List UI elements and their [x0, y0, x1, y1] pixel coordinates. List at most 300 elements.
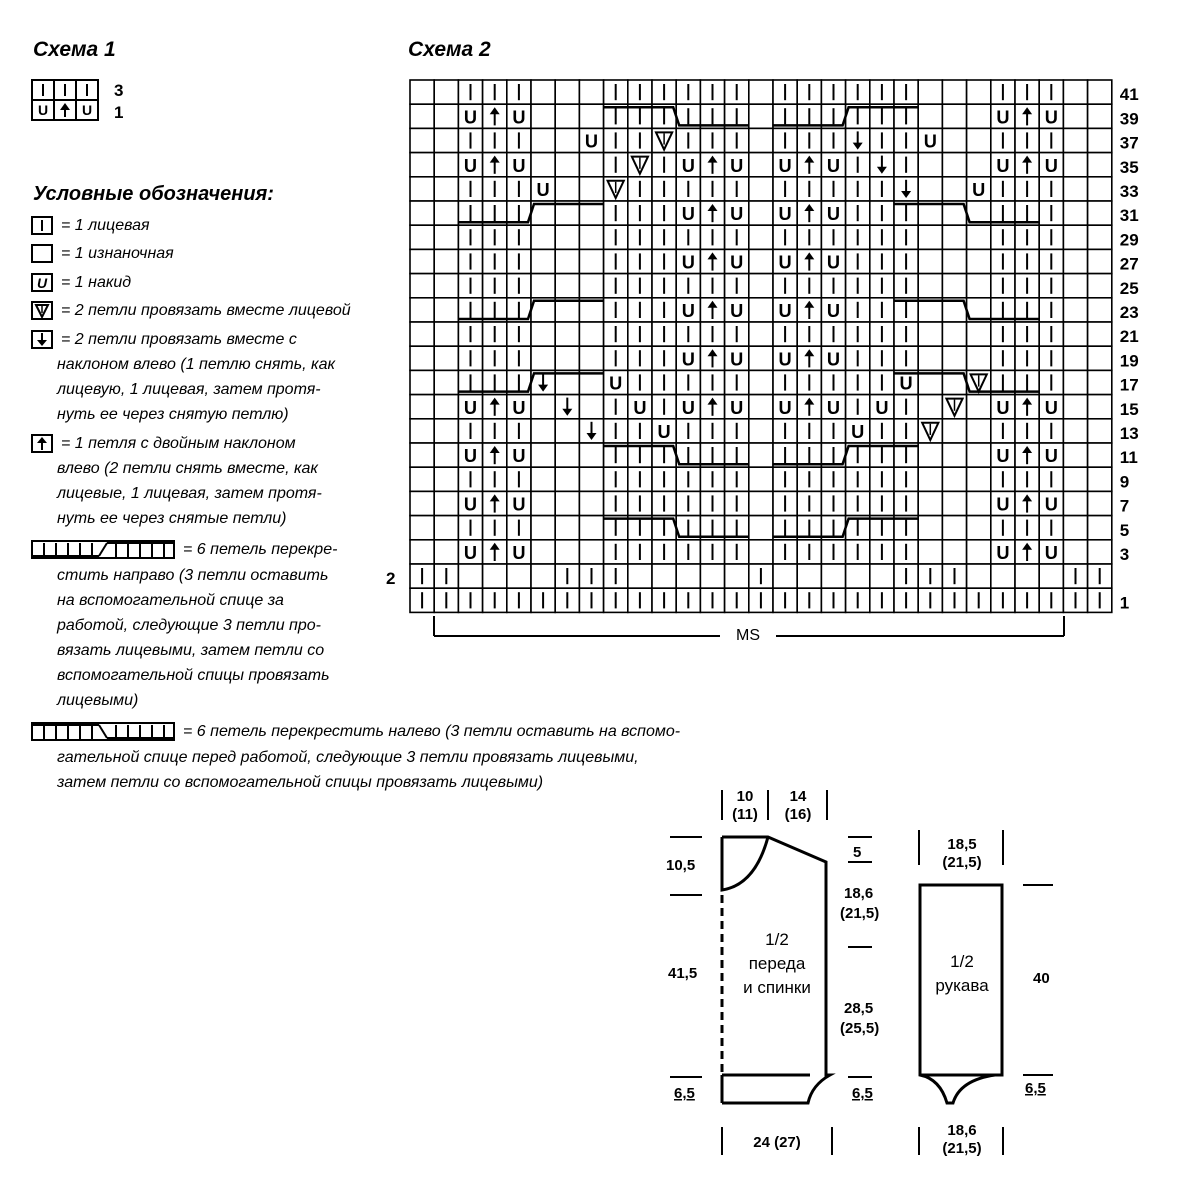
scheme2-cell [942, 80, 966, 104]
svg-text:U: U [875, 397, 889, 418]
scheme2-cell [918, 104, 942, 128]
scheme2-cell [749, 395, 773, 419]
knit-symbol-icon [31, 216, 55, 236]
scheme2-cell [725, 564, 749, 588]
scheme2-grid [410, 80, 1112, 612]
svg-text:U: U [512, 446, 526, 467]
scheme2-cell [700, 564, 724, 588]
scheme2-cell [531, 491, 555, 515]
svg-text:U: U [1044, 446, 1058, 467]
scheme2-cell [531, 80, 555, 104]
scheme2-row-label: 29 [1119, 230, 1139, 250]
scheme2-cell [434, 177, 458, 201]
scheme2-cell [942, 467, 966, 491]
scheme2-cell [1063, 153, 1087, 177]
legend-cross-left-line3: затем петли со вспомогательной спицы провязать лицевыми) [57, 774, 544, 791]
sleeve-rib: 6,5 [1025, 1080, 1046, 1097]
scheme2-cell [1088, 395, 1112, 419]
scheme2-cell [1063, 225, 1087, 249]
svg-text:U: U [730, 349, 744, 370]
ssk-arrow-icon [31, 330, 55, 350]
body-top-right-width: 14 [789, 788, 807, 805]
scheme2-cell [531, 346, 555, 370]
double-decrease-arrow-icon [31, 434, 55, 454]
scheme2-cell [410, 346, 434, 370]
legend-double-dec [31, 434, 296, 454]
body-armhole-alt: (21,5) [840, 905, 880, 922]
scheme2-cell [749, 346, 773, 370]
scheme2-cell [531, 564, 555, 588]
svg-text:U: U [778, 155, 792, 176]
scheme2-cell [967, 249, 991, 273]
scheme2-cell [555, 80, 579, 104]
scheme2-cell [579, 274, 603, 298]
scheme2-cell [942, 491, 966, 515]
scheme2-cell [434, 322, 458, 346]
scheme2-cell [942, 249, 966, 273]
svg-text:U: U [1044, 543, 1058, 563]
scheme2-cell [410, 274, 434, 298]
scheme2-cell [942, 225, 966, 249]
scheme2-cell [434, 153, 458, 177]
svg-text:U: U [778, 301, 792, 321]
scheme2-cell [749, 201, 773, 225]
legend-double-dec-line4: нуть ее через снятые петли) [57, 510, 287, 527]
scheme2-cell [555, 274, 579, 298]
scheme2-cell [821, 564, 845, 588]
body-rib-right: 6,5 [852, 1085, 873, 1102]
scheme2-cell [749, 153, 773, 177]
scheme2-row-label: 17 [1119, 375, 1139, 395]
svg-text:U: U [730, 397, 744, 418]
scheme2-cell [1088, 249, 1112, 273]
scheme2-cell [434, 225, 458, 249]
svg-text:U: U [37, 102, 49, 118]
svg-text:U: U [730, 301, 744, 321]
scheme2-cell [579, 80, 603, 104]
body-label-line3: и спинки [743, 978, 811, 997]
sleeve-top-width: 18,5 [947, 836, 977, 853]
scheme2-cell [918, 516, 942, 540]
svg-text:U: U [463, 397, 478, 418]
scheme2-cell [555, 153, 579, 177]
repeat-bracket [434, 616, 1064, 642]
scheme2-cell [1063, 274, 1087, 298]
scheme2-cell [1063, 201, 1087, 225]
legend-ssk-line1: = 2 петли провязать вместе с [61, 331, 297, 349]
scheme2-cell [942, 104, 966, 128]
svg-text:U: U [778, 397, 792, 418]
scheme2-cell [410, 491, 434, 515]
svg-text:U: U [681, 155, 695, 176]
scheme2-cell [458, 564, 482, 588]
scheme2-cell [531, 274, 555, 298]
svg-text:U: U [826, 397, 841, 418]
body-side-alt: (25,5) [840, 1020, 880, 1037]
scheme2-cell [1063, 177, 1087, 201]
scheme2-cell [1015, 564, 1039, 588]
svg-text:U: U [681, 349, 695, 370]
scheme2-cell [942, 346, 966, 370]
scheme2-cell [918, 249, 942, 273]
scheme2-cell [434, 298, 458, 322]
scheme2-cell [1088, 201, 1112, 225]
svg-text:U: U [996, 446, 1010, 467]
sleeve-bottom-width-alt: (21,5) [942, 1140, 982, 1157]
scheme2-row-label: 1 [1119, 593, 1130, 613]
scheme2-cell [531, 467, 555, 491]
scheme2-cell [749, 80, 773, 104]
legend-knit [31, 216, 150, 236]
svg-text:U: U [657, 422, 671, 442]
scheme2-cell [434, 249, 458, 273]
svg-text:U: U [996, 397, 1010, 418]
scheme2-row-label: 19 [1119, 351, 1139, 371]
scheme2-cell [579, 346, 603, 370]
scheme1-title: Схема 1 [33, 38, 116, 61]
body-side: 28,5 [844, 1000, 874, 1017]
scheme2-row-label: 37 [1119, 133, 1139, 153]
svg-text:U: U [1044, 107, 1058, 128]
cross-right-symbol-icon [31, 540, 177, 560]
svg-text:U: U [996, 107, 1010, 128]
svg-text:U: U [681, 397, 695, 418]
legend-purl-text: = 1 изнаночная [61, 245, 174, 263]
scheme2-row-label: 21 [1119, 327, 1139, 347]
svg-text:U: U [1044, 397, 1058, 418]
legend-cross-right-line5: вязать лицевыми, затем петли со [57, 642, 325, 659]
scheme2-row-label: 9 [1119, 472, 1130, 492]
body-top-right-width-alt: (16) [784, 806, 812, 823]
scheme2-row-label: 27 [1119, 254, 1139, 274]
scheme2-cell [1088, 225, 1112, 249]
scheme2-cell [531, 516, 555, 540]
scheme2-cell [555, 467, 579, 491]
scheme2-cell [434, 443, 458, 467]
scheme2-cell [410, 201, 434, 225]
scheme2-row-label: 23 [1119, 303, 1139, 322]
scheme2-cell [918, 274, 942, 298]
scheme2-cell [1063, 322, 1087, 346]
sleeve-label-line2: рукава [935, 976, 989, 995]
svg-text:U: U [81, 102, 93, 118]
legend-cross-right [31, 540, 337, 560]
yarn-over-symbol-icon [31, 273, 55, 293]
scheme2-cell [410, 370, 434, 394]
scheme2-cell [918, 346, 942, 370]
scheme2-row-label: 33 [1119, 182, 1139, 201]
scheme2-cell [652, 564, 676, 588]
legend-cross-right-line1: = 6 петель перекре- [183, 541, 338, 559]
scheme2-cell [749, 491, 773, 515]
scheme1-row-label-1: 1 [114, 103, 124, 122]
legend-yarn-over [31, 273, 131, 293]
scheme2-cell [555, 104, 579, 128]
scheme2-cell [749, 225, 773, 249]
scheme2-cell [918, 177, 942, 201]
scheme2-cell [1088, 177, 1112, 201]
scheme2-cell [579, 177, 603, 201]
scheme2-cell [410, 128, 434, 152]
legend-yarn-over-text: = 1 накид [61, 274, 132, 292]
scheme2-cell [1039, 564, 1063, 588]
scheme2-cell [410, 80, 434, 104]
scheme2-row-label: 7 [1119, 496, 1130, 516]
svg-text:U: U [463, 155, 478, 176]
repeat-label-ms: MS [736, 627, 760, 642]
scheme2-cell [967, 274, 991, 298]
scheme2-cell [531, 322, 555, 346]
legend-double-dec-line1: = 1 петля с двойным наклоном [61, 435, 296, 453]
scheme2-cell [434, 80, 458, 104]
scheme2-cell [749, 443, 773, 467]
svg-text:U: U [512, 494, 526, 515]
scheme2-cell [1088, 516, 1112, 540]
scheme2-cell [942, 128, 966, 152]
scheme2-cell [1063, 370, 1087, 394]
scheme2-cell [967, 516, 991, 540]
scheme2-cell [1088, 274, 1112, 298]
scheme2-cell [555, 516, 579, 540]
scheme2-cell [555, 419, 579, 443]
scheme2-cell [1088, 104, 1112, 128]
legend-title: Условные обозначения: [33, 183, 274, 205]
sleeve-bottom-width: 18,6 [947, 1122, 977, 1139]
scheme2-cell [410, 249, 434, 273]
scheme2-cell [410, 177, 434, 201]
scheme2-cell [1088, 322, 1112, 346]
scheme2-cell [749, 298, 773, 322]
scheme2-cell [1063, 395, 1087, 419]
scheme2-row-label: 31 [1119, 206, 1139, 226]
scheme2-cell [1063, 443, 1087, 467]
scheme2-cell [410, 322, 434, 346]
scheme2-cell [942, 419, 966, 443]
scheme2-cell [579, 225, 603, 249]
scheme2-cell [942, 274, 966, 298]
svg-text:U: U [1044, 494, 1058, 515]
scheme2-cell [918, 443, 942, 467]
scheme2-cell [918, 540, 942, 564]
scheme2-cell [555, 346, 579, 370]
scheme2-cell [1063, 249, 1087, 273]
scheme2-cell [410, 225, 434, 249]
svg-text:U: U [826, 204, 841, 225]
body-rib-left: 6,5 [674, 1085, 695, 1102]
scheme2-cell [531, 104, 555, 128]
scheme2-cell [967, 80, 991, 104]
scheme2-cell [410, 153, 434, 177]
svg-text:U: U [730, 155, 744, 176]
svg-text:U: U [681, 301, 695, 321]
scheme2-cell [1088, 370, 1112, 394]
svg-text:U: U [996, 155, 1010, 176]
scheme2-cell [918, 80, 942, 104]
svg-text:U: U [778, 204, 792, 225]
body-neck-depth: 10,5 [666, 857, 696, 874]
scheme2-cell [579, 540, 603, 564]
scheme2-cell [1063, 346, 1087, 370]
scheme2-cell [434, 274, 458, 298]
scheme2-cell [967, 564, 991, 588]
scheme2-cell [531, 540, 555, 564]
scheme2-cell [579, 153, 603, 177]
svg-text:U: U [512, 543, 526, 563]
scheme2-cell [749, 249, 773, 273]
scheme2-cell [942, 153, 966, 177]
body-total-height: 41,5 [668, 965, 698, 982]
scheme2-cell [967, 395, 991, 419]
svg-text:U: U [778, 252, 792, 273]
svg-text:U: U [681, 204, 695, 225]
scheme2-cell [410, 104, 434, 128]
scheme2-cell [749, 322, 773, 346]
scheme2-cell [531, 249, 555, 273]
scheme2-cell [1088, 80, 1112, 104]
sleeve-top-width-alt: (21,5) [942, 854, 982, 871]
scheme2-cell [1063, 467, 1087, 491]
scheme2-cell [531, 443, 555, 467]
legend-cross-right-line7: лицевыми) [57, 692, 139, 709]
scheme2-cell [749, 177, 773, 201]
svg-text:U: U [463, 446, 478, 467]
legend-k2tog-text: = 2 петли провязать вместе лицевой [61, 302, 351, 320]
scheme2-cell [434, 104, 458, 128]
scheme2-cell [749, 128, 773, 152]
scheme2-cell [555, 443, 579, 467]
scheme2-cell [555, 177, 579, 201]
svg-text:U: U [463, 543, 478, 563]
scheme2-cell [1063, 80, 1087, 104]
cross-left-symbol-icon [31, 722, 177, 742]
sleeve-label-line1: 1/2 [950, 952, 974, 971]
scheme2-cell [1063, 298, 1087, 322]
scheme2-cell [967, 153, 991, 177]
svg-text:U: U [899, 373, 913, 394]
svg-text:U: U [923, 131, 937, 152]
scheme2-cell [918, 395, 942, 419]
scheme2-cell [749, 370, 773, 394]
scheme2-cell [1088, 491, 1112, 515]
scheme2-chart [380, 72, 1170, 642]
svg-text:U: U [826, 349, 841, 370]
scheme2-cell [410, 516, 434, 540]
scheme2-cell [1088, 443, 1112, 467]
scheme2-cell [531, 395, 555, 419]
scheme2-cell [967, 467, 991, 491]
scheme2-cell [942, 177, 966, 201]
scheme2-cell [579, 395, 603, 419]
svg-text:U: U [778, 349, 792, 370]
scheme2-cell [967, 443, 991, 467]
scheme2-cell [1088, 346, 1112, 370]
legend-cross-right-line6: вспомогательной спицы провязать [57, 667, 330, 684]
scheme2-cell [410, 395, 434, 419]
scheme2-cell [773, 564, 797, 588]
body-top-left-width: 10 [736, 788, 754, 805]
legend-ssk-line3: лицевую, 1 лицевая, затем протя- [57, 381, 321, 398]
scheme2-cell [434, 346, 458, 370]
scheme2-row-label: 41 [1119, 85, 1139, 105]
body-bottom-width: 24 (27) [753, 1134, 801, 1151]
svg-text:U: U [512, 107, 526, 128]
scheme2-cell [410, 419, 434, 443]
legend-knit-text: = 1 лицевая [61, 217, 150, 235]
svg-text:U: U [730, 204, 744, 225]
scheme2-cell [967, 419, 991, 443]
scheme2-cell [579, 104, 603, 128]
scheme2-cell [991, 564, 1015, 588]
legend-cross-right-line2: стить направо (3 петли оставить [57, 567, 329, 584]
body-shoulder-drop: 5 [853, 844, 862, 861]
svg-text:U: U [463, 494, 478, 515]
legend-double-dec-line3: лицевые, 1 лицевая, затем протя- [57, 485, 322, 502]
scheme2-row-labels [1120, 85, 1139, 612]
scheme2-cell [749, 104, 773, 128]
legend-cross-left [31, 722, 680, 742]
scheme2-cell [434, 370, 458, 394]
legend-k2tog [31, 301, 351, 321]
svg-text:U: U [972, 180, 986, 200]
body-top-left-width-alt: (11) [732, 806, 758, 823]
svg-text:U: U [826, 155, 841, 176]
legend-ssk [31, 330, 297, 350]
scheme2-cell [967, 322, 991, 346]
scheme2-row-label: 39 [1119, 109, 1139, 129]
k2tog-symbol-icon [31, 301, 55, 321]
scheme2-cell [1063, 104, 1087, 128]
scheme2-cell [749, 274, 773, 298]
legend-double-dec-line2: влево (2 петли снять вместе, как [57, 460, 318, 477]
scheme2-cell [434, 467, 458, 491]
scheme2-cell [967, 540, 991, 564]
scheme2-cell [967, 225, 991, 249]
body-armhole: 18,6 [844, 885, 874, 902]
scheme2-cell [579, 491, 603, 515]
scheme2-row-label: 11 [1119, 448, 1138, 468]
scheme2-cell [749, 540, 773, 564]
svg-text:U: U [512, 397, 526, 418]
scheme2-cell [1088, 298, 1112, 322]
svg-text:U: U [996, 543, 1010, 563]
legend-cross-left-line2: гательной спице перед работой, следующие 3 петли провязать лицевыми, [57, 749, 639, 766]
svg-text:U: U [609, 373, 623, 394]
scheme2-cell [410, 443, 434, 467]
scheme2-cell [531, 225, 555, 249]
scheme2-cell [434, 395, 458, 419]
scheme2-cell [555, 225, 579, 249]
scheme2-cell [1088, 153, 1112, 177]
scheme2-cell [434, 491, 458, 515]
svg-text:U: U [826, 301, 841, 321]
scheme2-cell [1063, 516, 1087, 540]
scheme2-row-label: 35 [1119, 157, 1139, 177]
scheme2-cell [434, 516, 458, 540]
scheme2-cell [1088, 419, 1112, 443]
scheme2-cell [942, 322, 966, 346]
sleeve-schematic [905, 785, 1065, 1165]
svg-text:U: U [826, 252, 841, 273]
scheme2-cell [555, 249, 579, 273]
scheme2-cell [942, 443, 966, 467]
svg-text:U: U [36, 275, 48, 291]
svg-text:U: U [681, 252, 695, 273]
scheme2-cell [967, 104, 991, 128]
scheme2-cell [1088, 540, 1112, 564]
sleeve-height: 40 [1033, 970, 1050, 987]
svg-text:U: U [851, 422, 865, 442]
scheme2-cell [967, 346, 991, 370]
